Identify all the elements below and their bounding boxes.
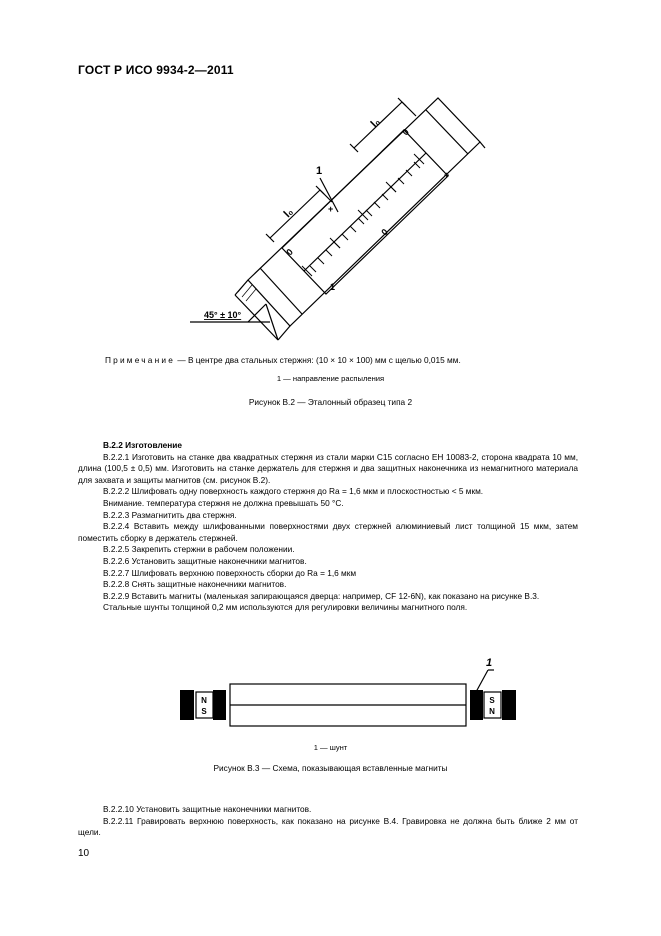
right-shunt bbox=[470, 690, 483, 720]
paragraph-b227: В.2.2.7 Шлифовать верхнюю поверхность сборки до Ra = 1,6 мкм bbox=[103, 567, 357, 578]
section-heading: В.2.2 Изготовление bbox=[103, 440, 182, 450]
callout-shunt: 1 bbox=[486, 657, 493, 669]
paragraph-b2210: В.2.2.10 Установить защитные наконечники магнитов. bbox=[103, 804, 312, 814]
paragraph-b226: В.2.2.6 Установить защитные наконечники магнитов. bbox=[103, 555, 307, 566]
paragraph-b222: В.2.2.2 Шлифовать одну поверхность каждого стержня до Ra = 1,6 мкм и плоскостностью < 5 мкм. bbox=[103, 486, 484, 497]
page-number: 10 bbox=[78, 848, 90, 859]
paragraph-b225: В.2.2.5 Закрепить стержни в рабочем положении. bbox=[103, 544, 295, 555]
shunt-leader bbox=[476, 670, 488, 692]
note-text: — В центре два стальных стержня: (10 × 10 × 100) мм с щелью 0,015 мм. bbox=[175, 355, 461, 365]
figure-b3-drawing bbox=[178, 650, 518, 730]
mark-bottom: 1 bbox=[330, 282, 336, 292]
paragraph-b2211: В.2.2.11 Гравировать верхнюю поверхность, как показано на рисунке В.4. Гравировка не должна быть ближе 2 мм от щели. bbox=[78, 815, 578, 838]
mark-top: 0 bbox=[400, 126, 411, 138]
section-b22 bbox=[78, 440, 578, 614]
figure-b2-note bbox=[105, 355, 461, 365]
right-end-plate bbox=[426, 110, 468, 154]
callout-1: 1 bbox=[316, 165, 323, 177]
paragraph-b221: В.2.2.1 Изготовить на станке два квадратных стержня из стали марки С15 согласно ЕН 10083-2, сторона квадрата 10 мм, длина (100,5 ± 0,5) мм. Изготовить на станке держатель для стержня и два защитных наконечника из немагнитного материала для захвата и защиты магнитов (см. рисунок В.2). bbox=[78, 451, 578, 485]
right-magnet-s: S bbox=[489, 696, 495, 705]
paragraph-b223: В.2.2.3 Размагнитить два стержня. bbox=[103, 509, 237, 520]
paragraph-b224: В.2.2.4 Вставить между шлифованными поверхностями двух стержней алюминиевый лист толщиной 15 мкм, затем поместить сборку в держатель стержней. bbox=[78, 521, 578, 543]
right-magnet-n: N bbox=[489, 707, 495, 716]
section-b22-continued bbox=[78, 804, 578, 839]
right-end-cap bbox=[502, 690, 516, 720]
figure-b2-drawing bbox=[190, 90, 500, 345]
left-shunt bbox=[213, 690, 226, 720]
figure-b2-caption: Рисунок В.2 — Эталонный образец типа 2 bbox=[248, 397, 413, 407]
label-l0-left: l₀ bbox=[281, 205, 296, 221]
document-header: ГОСТ Р ИСО 9934-2—2011 bbox=[78, 63, 234, 77]
label-l0-top: l₀ bbox=[368, 115, 383, 131]
note-prefix: Примечание bbox=[105, 355, 176, 365]
paragraph-shunts: Стальные шунты толщиной 0,2 мм используются для регулировки величины магнитного поля. bbox=[103, 602, 468, 613]
left-end-cap bbox=[180, 690, 194, 720]
mark-mid: + bbox=[328, 204, 334, 214]
figure-b3-legend: 1 — шунт bbox=[313, 743, 348, 752]
paragraph-b229: В.2.2.9 Вставить магниты (маленькая запирающаяся дверца: например, CF 12-6N), как показано на рисунке В.3. bbox=[103, 590, 540, 601]
figure-b2-legend: 1 — направление распыления bbox=[276, 374, 385, 383]
mark-mid-zero: 0 bbox=[379, 226, 390, 238]
mark-end: + bbox=[444, 170, 450, 180]
paragraph-warning: Внимание. температура стержня не должна превышать 50 °С. bbox=[103, 497, 344, 508]
left-magnet-s: S bbox=[201, 707, 207, 716]
figure-b3-caption: Рисунок В.3 — Схема, показывающая вставленные магниты bbox=[213, 763, 448, 773]
angle-label: 45° ± 10° bbox=[204, 310, 242, 320]
paragraph-b228: В.2.2.8 Снять защитные наконечники магнитов. bbox=[103, 579, 287, 590]
mark-left: 0 bbox=[284, 246, 295, 258]
left-end-plate bbox=[260, 268, 302, 314]
left-magnet-n: N bbox=[201, 696, 207, 705]
